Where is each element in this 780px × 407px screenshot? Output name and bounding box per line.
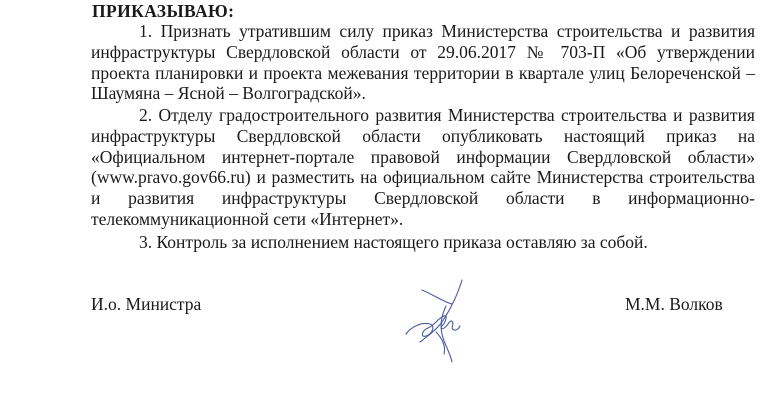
handwritten-signature	[392, 272, 492, 372]
order-item-2: 2. Отделу градостроительного развития Министерства строительства и развития инфраструктуры Свердловской области опубликовать настоящий приказ на «Официальном интернет-портале правовой информации Свердловской области» (www.pravo.gov66.ru) и разместить на официальном сайте Министерства строительства и развития инфраструктуры Свердловской области в информационно-телекоммуникационной сети «Интернет».	[91, 105, 755, 229]
signer-position-title: И.о. Министра	[91, 294, 202, 314]
signer-name: М.М. Волков	[625, 294, 723, 314]
order-item-3: 3. Контроль за исполнением настоящего приказа оставляю за собой.	[139, 232, 648, 252]
order-item-1: 1. Признать утратившим силу приказ Министерства строительства и развития инфраструктуры Свердловской области от 29.06.2017 № 703-П «Об утверждении проекта планировки и проекта межевания территории в квартале улиц Белореченской – Шаумяна – Ясной – Волгоградской».	[91, 21, 755, 104]
order-heading: ПРИКАЗЫВАЮ:	[92, 1, 235, 21]
